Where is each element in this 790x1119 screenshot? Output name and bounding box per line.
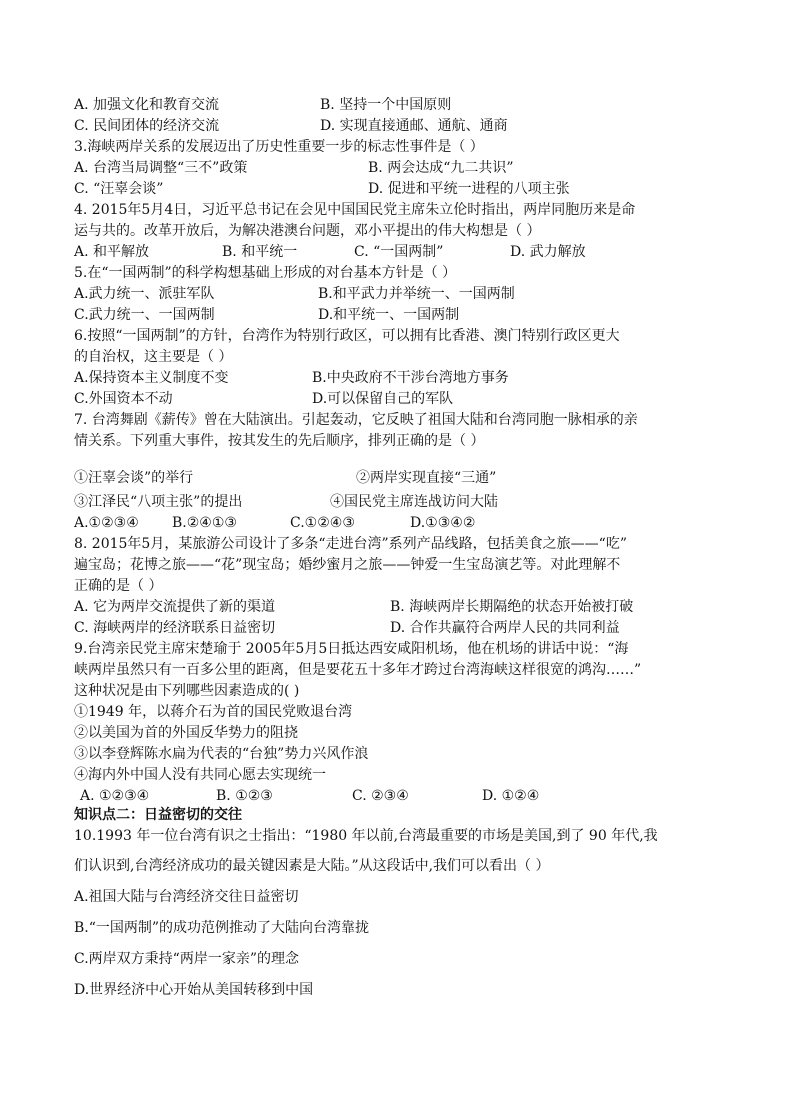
q4-option-b: B. 和平统一	[222, 244, 298, 260]
q8-option-a: A. 它为两岸交流提供了新的渠道	[74, 599, 276, 615]
q5-option-a: A.武力统一、派驻军队	[74, 286, 215, 302]
q3-option-a: A. 台湾当局调整“三不”政策	[74, 160, 248, 176]
q9-item-3: ③以李登辉陈水扁为代表的“台独”势力兴风作浪	[74, 746, 369, 762]
q6-option-b: B.中央政府不干涉台湾地方事务	[312, 370, 509, 386]
q7-option-d: D.①③④②	[410, 515, 476, 531]
q10-option-b: B.“一国两制”的成功范例推动了大陆向台湾靠拢	[74, 920, 370, 936]
q8-stem-line-2: 遍宝岛；花博之旅——“花”现宝岛；婚纱蜜月之旅——钟爱一生宝岛演艺等。对此理解不	[74, 557, 621, 573]
q3-option-d: D. 促进和平统一进程的八项主张	[368, 181, 570, 197]
q5-stem: 5.在“一国两制”的科学构想基础上形成的对台基本方针是（ ）	[74, 265, 457, 281]
q9-stem-line-3: 这种状况是由下列哪些因素造成的( )	[74, 683, 300, 699]
q7-item-2: ②两岸实现直接“三通”	[356, 470, 497, 486]
q9-item-2: ②以美国为首的外国反华势力的阻挠	[74, 725, 298, 741]
q6-option-d: D.可以保留自己的军队	[312, 391, 454, 407]
q7-item-1: ①汪辜会谈”的举行	[74, 470, 194, 486]
q10-stem-line-2: 们认识到,台湾经济成功的最关键因素是大陆。”从这段话中,我们可以看出（ ）	[74, 858, 550, 874]
q9-stem-line-1: 9.台湾亲民党主席宋楚瑜于 2005年5月5日抵达西安咸阳机场，他在机场的讲话中说：“海	[74, 641, 629, 657]
q4-option-a: A. 和平解放	[74, 244, 150, 260]
q7-item-4: ④国民党主席连战访问大陆	[330, 494, 498, 510]
q3-option-c: C. “汪辜会谈”	[74, 181, 164, 197]
section-title: 知识点二：日益密切的交往	[74, 807, 242, 823]
q2-option-d: D. 实现直接通邮、通航、通商	[320, 118, 508, 134]
q7-option-a: A.①②③④	[74, 515, 139, 531]
q9-item-4: ④海内外中国人没有共同心愿去实现统一	[74, 767, 326, 783]
q10-option-c: C.两岸双方秉持“两岸一家亲”的理念	[74, 951, 299, 967]
q4-stem-line-1: 4. 2015年5月4日，习近平总书记在会见中国国民党主席朱立伦时指出，两岸同胞历来是命	[74, 202, 636, 218]
q10-stem-line-1: 10.1993 年一位台湾有识之士指出：“1980 年以前,台湾最重要的市场是美国,到了 90 年代,我	[74, 828, 658, 844]
q6-option-a: A.保持资本主义制度不变	[74, 370, 229, 386]
q7-option-c: C.①②④③	[290, 515, 355, 531]
q6-stem-line-1: 6.按照“一国两制”的方针，台湾作为特别行政区，可以拥有比香港、澳门特别行政区更大	[74, 328, 620, 344]
q8-option-b: B. 海峡两岸长期隔绝的状态开始被打破	[390, 599, 634, 615]
q7-stem-line-2: 情关系。下列重大事件，按其发生的先后顺序，排列正确的是（ ）	[74, 433, 485, 449]
q9-option-d: D. ①②④	[482, 788, 540, 804]
q9-option-b: B. ①②③	[216, 788, 273, 804]
q2-option-c: C. 民间团体的经济交流	[74, 118, 220, 134]
q3-option-b: B. 两会达成“九二共识”	[368, 160, 514, 176]
q8-option-d: D. 合作共赢符合两岸人民的共同利益	[390, 620, 620, 636]
q7-item-3: ③江泽民“八项主张”的提出	[74, 494, 243, 510]
q8-stem-line-3: 正确的是（ ）	[74, 578, 163, 594]
q9-option-a: A. ①②③④	[80, 788, 150, 804]
q3-stem: 3.海峡两岸关系的发展迈出了历史性重要一步的标志性事件是（ ）	[74, 139, 484, 155]
q6-stem-line-2: 的自治权，这主要是（ ）	[74, 349, 233, 365]
q2-option-b: B. 坚持一个中国原则	[320, 97, 452, 113]
q5-option-d: D.和平统一、一国两制	[318, 307, 460, 323]
q2-option-a: A. 加强文化和教育交流	[74, 97, 220, 113]
q4-option-d: D. 武力解放	[510, 244, 586, 260]
q8-option-c: C. 海峡两岸的经济联系日益密切	[74, 620, 276, 636]
q7-stem-line-1: 7. 台湾舞剧《薪传》曾在大陆演出。引起轰动，它反映了祖国大陆和台湾同胞一脉相承的亲	[74, 412, 638, 428]
q4-stem-line-2: 运与共的。改革开放后，为解决港澳台问题，邓小平提出的伟大构想是（ ）	[74, 223, 541, 239]
q9-item-1: ①1949 年，以蒋介石为首的国民党败退台湾	[74, 704, 353, 720]
q10-option-d: D.世界经济中心开始从美国转移到中国	[74, 982, 314, 998]
q6-option-c: C.外国资本不动	[74, 391, 173, 407]
q5-option-b: B.和平武力并举统一、一国两制	[318, 286, 515, 302]
q9-stem-line-2: 峡两岸虽然只有一百多公里的距离，但是要花五十多年才跨过台湾海峡这样很宽的鸿沟……”	[74, 662, 642, 678]
q4-option-c: C. “一国两制”	[354, 244, 444, 260]
q8-stem-line-1: 8. 2015年5月，某旅游公司设计了多条“走进台湾”系列产品线路，包括美食之旅——“吃”	[74, 536, 627, 552]
q9-option-c: C. ②③④	[352, 788, 409, 804]
q7-option-b: B.②④①③	[172, 515, 237, 531]
q5-option-c: C.武力统一、一国两制	[74, 307, 215, 323]
q10-option-a: A.祖国大陆与台湾经济交往日益密切	[74, 889, 299, 905]
